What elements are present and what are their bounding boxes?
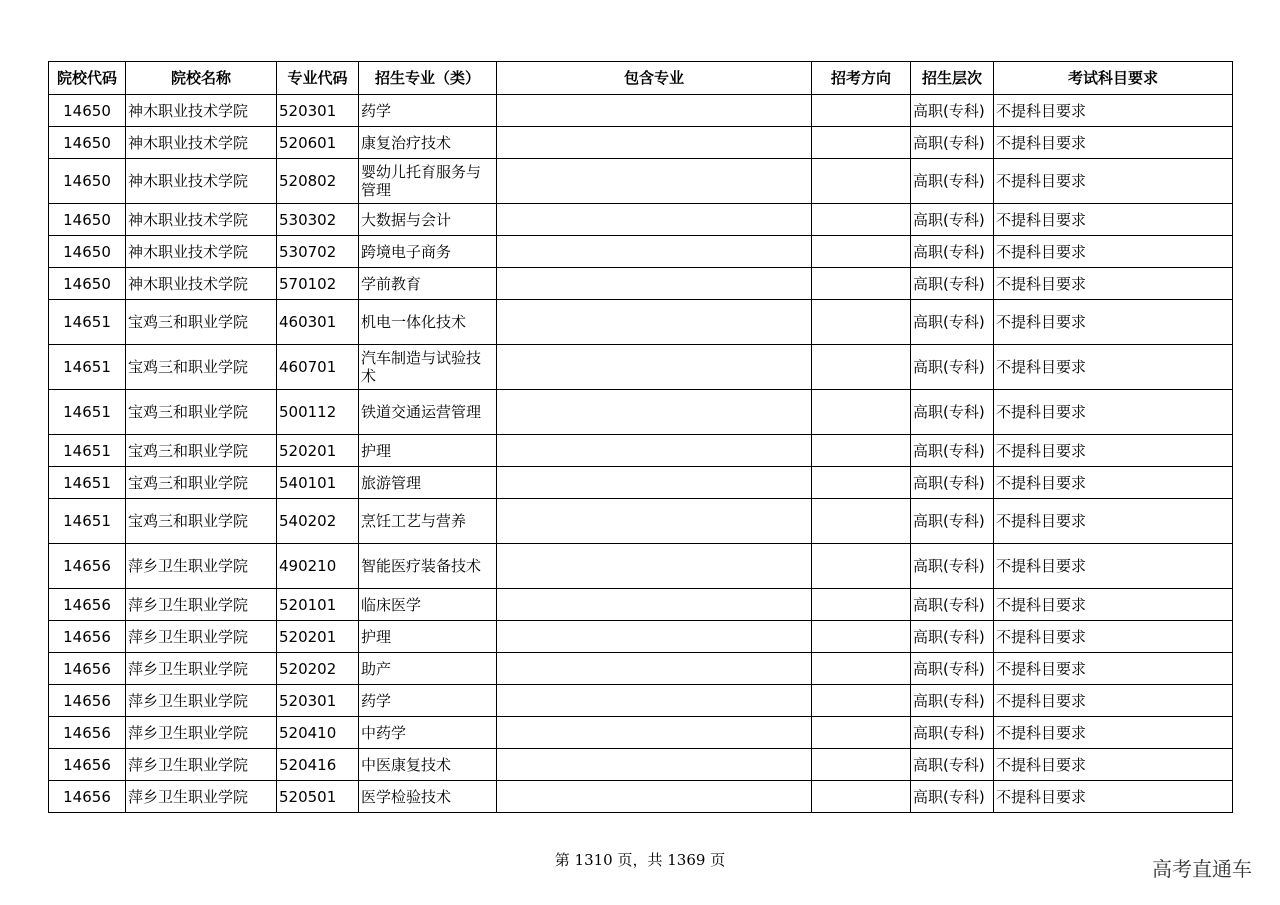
- school-name-cell: 神木职业技术学院: [126, 236, 277, 268]
- direction-cell: [812, 653, 911, 685]
- subject-requirement-cell: 不提科目要求: [994, 268, 1233, 300]
- level-cell: 高职(专科): [911, 781, 994, 813]
- school-name-cell: 宝鸡三和职业学院: [126, 467, 277, 499]
- major-name-cell: 跨境电子商务: [359, 236, 497, 268]
- level-cell: 高职(专科): [911, 621, 994, 653]
- level-cell: 高职(专科): [911, 300, 994, 345]
- table-row: [49, 268, 1233, 300]
- direction-cell: [812, 300, 911, 345]
- school-name-cell: 神木职业技术学院: [126, 95, 277, 127]
- included-majors-cell: [497, 268, 812, 300]
- school-name-cell: 萍乡卫生职业学院: [126, 781, 277, 813]
- major-name-cell: 临床医学: [359, 589, 497, 621]
- major-code-cell: 520601: [277, 127, 359, 159]
- school-code-cell: 14650: [49, 204, 126, 236]
- column-header: 包含专业: [497, 62, 812, 95]
- major-name-cell: 机电一体化技术: [359, 300, 497, 345]
- school-code-cell: 14650: [49, 127, 126, 159]
- included-majors-cell: [497, 95, 812, 127]
- school-name-cell: 萍乡卫生职业学院: [126, 589, 277, 621]
- major-name-cell: 旅游管理: [359, 467, 497, 499]
- subject-requirement-cell: 不提科目要求: [994, 345, 1233, 390]
- table-row: [49, 589, 1233, 621]
- subject-requirement-cell: 不提科目要求: [994, 300, 1233, 345]
- school-code-cell: 14656: [49, 717, 126, 749]
- subject-requirement-cell: 不提科目要求: [994, 390, 1233, 435]
- major-code-cell: 520202: [277, 653, 359, 685]
- level-cell: 高职(专科): [911, 345, 994, 390]
- level-cell: 高职(专科): [911, 717, 994, 749]
- level-cell: 高职(专科): [911, 499, 994, 544]
- school-code-cell: 14651: [49, 390, 126, 435]
- included-majors-cell: [497, 717, 812, 749]
- direction-cell: [812, 435, 911, 467]
- major-name-cell: 婴幼儿托育服务与管理: [359, 159, 497, 204]
- major-code-cell: 520101: [277, 589, 359, 621]
- table-row: [49, 127, 1233, 159]
- level-cell: 高职(专科): [911, 749, 994, 781]
- level-cell: 高职(专科): [911, 685, 994, 717]
- level-cell: 高职(专科): [911, 589, 994, 621]
- direction-cell: [812, 390, 911, 435]
- direction-cell: [812, 467, 911, 499]
- included-majors-cell: [497, 159, 812, 204]
- major-name-cell: 烹饪工艺与营养: [359, 499, 497, 544]
- table-row: [49, 717, 1233, 749]
- school-name-cell: 宝鸡三和职业学院: [126, 435, 277, 467]
- included-majors-cell: [497, 300, 812, 345]
- table-row: [49, 300, 1233, 345]
- column-header: 招生专业（类）: [359, 62, 497, 95]
- major-name-cell: 大数据与会计: [359, 204, 497, 236]
- table-row: [49, 621, 1233, 653]
- direction-cell: [812, 345, 911, 390]
- major-name-cell: 康复治疗技术: [359, 127, 497, 159]
- included-majors-cell: [497, 781, 812, 813]
- level-cell: 高职(专科): [911, 127, 994, 159]
- major-code-cell: 530702: [277, 236, 359, 268]
- major-name-cell: 智能医疗装备技术: [359, 544, 497, 589]
- direction-cell: [812, 236, 911, 268]
- included-majors-cell: [497, 345, 812, 390]
- school-code-cell: 14650: [49, 268, 126, 300]
- included-majors-cell: [497, 499, 812, 544]
- major-code-cell: 490210: [277, 544, 359, 589]
- major-code-cell: 520301: [277, 95, 359, 127]
- school-code-cell: 14650: [49, 95, 126, 127]
- table-row: [49, 345, 1233, 390]
- school-code-cell: 14651: [49, 499, 126, 544]
- major-name-cell: 护理: [359, 435, 497, 467]
- school-name-cell: 宝鸡三和职业学院: [126, 390, 277, 435]
- major-name-cell: 汽车制造与试验技术: [359, 345, 497, 390]
- table-row: [49, 204, 1233, 236]
- table-row: [49, 781, 1233, 813]
- subject-requirement-cell: 不提科目要求: [994, 544, 1233, 589]
- included-majors-cell: [497, 390, 812, 435]
- school-name-cell: 萍乡卫生职业学院: [126, 749, 277, 781]
- subject-requirement-cell: 不提科目要求: [994, 653, 1233, 685]
- subject-requirement-cell: 不提科目要求: [994, 159, 1233, 204]
- table-row: [49, 435, 1233, 467]
- direction-cell: [812, 127, 911, 159]
- included-majors-cell: [497, 236, 812, 268]
- table-row: [49, 499, 1233, 544]
- included-majors-cell: [497, 435, 812, 467]
- column-header: 招生层次: [911, 62, 994, 95]
- column-header: 专业代码: [277, 62, 359, 95]
- column-header: 招考方向: [812, 62, 911, 95]
- level-cell: 高职(专科): [911, 159, 994, 204]
- major-name-cell: 中医康复技术: [359, 749, 497, 781]
- direction-cell: [812, 95, 911, 127]
- level-cell: 高职(专科): [911, 467, 994, 499]
- major-code-cell: 520201: [277, 621, 359, 653]
- major-code-cell: 520201: [277, 435, 359, 467]
- school-code-cell: 14650: [49, 159, 126, 204]
- subject-requirement-cell: 不提科目要求: [994, 781, 1233, 813]
- school-name-cell: 神木职业技术学院: [126, 159, 277, 204]
- subject-requirement-cell: 不提科目要求: [994, 589, 1233, 621]
- table-row: [49, 544, 1233, 589]
- school-code-cell: 14656: [49, 749, 126, 781]
- direction-cell: [812, 717, 911, 749]
- table-row: [49, 159, 1233, 204]
- school-code-cell: 14656: [49, 781, 126, 813]
- direction-cell: [812, 268, 911, 300]
- included-majors-cell: [497, 127, 812, 159]
- table-row: [49, 653, 1233, 685]
- table-row: [49, 749, 1233, 781]
- subject-requirement-cell: 不提科目要求: [994, 749, 1233, 781]
- school-name-cell: 宝鸡三和职业学院: [126, 499, 277, 544]
- major-code-cell: 530302: [277, 204, 359, 236]
- included-majors-cell: [497, 467, 812, 499]
- major-name-cell: 铁道交通运营管理: [359, 390, 497, 435]
- school-name-cell: 萍乡卫生职业学院: [126, 653, 277, 685]
- major-code-cell: 520416: [277, 749, 359, 781]
- level-cell: 高职(专科): [911, 435, 994, 467]
- school-name-cell: 萍乡卫生职业学院: [126, 544, 277, 589]
- major-code-cell: 520410: [277, 717, 359, 749]
- major-name-cell: 助产: [359, 653, 497, 685]
- school-name-cell: 萍乡卫生职业学院: [126, 717, 277, 749]
- direction-cell: [812, 159, 911, 204]
- table-row: [49, 685, 1233, 717]
- included-majors-cell: [497, 204, 812, 236]
- direction-cell: [812, 749, 911, 781]
- direction-cell: [812, 204, 911, 236]
- column-header: 考试科目要求: [994, 62, 1233, 95]
- subject-requirement-cell: 不提科目要求: [994, 95, 1233, 127]
- level-cell: 高职(专科): [911, 544, 994, 589]
- major-name-cell: 中药学: [359, 717, 497, 749]
- column-header: 院校名称: [126, 62, 277, 95]
- direction-cell: [812, 621, 911, 653]
- major-name-cell: 药学: [359, 95, 497, 127]
- included-majors-cell: [497, 685, 812, 717]
- subject-requirement-cell: 不提科目要求: [994, 127, 1233, 159]
- direction-cell: [812, 685, 911, 717]
- major-code-cell: 460301: [277, 300, 359, 345]
- level-cell: 高职(专科): [911, 390, 994, 435]
- direction-cell: [812, 589, 911, 621]
- table-row: [49, 390, 1233, 435]
- column-header: 院校代码: [49, 62, 126, 95]
- included-majors-cell: [497, 589, 812, 621]
- subject-requirement-cell: 不提科目要求: [994, 685, 1233, 717]
- school-name-cell: 神木职业技术学院: [126, 204, 277, 236]
- admissions-table: [48, 61, 1233, 813]
- subject-requirement-cell: 不提科目要求: [994, 621, 1233, 653]
- school-code-cell: 14651: [49, 435, 126, 467]
- table-row: [49, 95, 1233, 127]
- subject-requirement-cell: 不提科目要求: [994, 467, 1233, 499]
- school-name-cell: 神木职业技术学院: [126, 127, 277, 159]
- included-majors-cell: [497, 621, 812, 653]
- subject-requirement-cell: 不提科目要求: [994, 499, 1233, 544]
- level-cell: 高职(专科): [911, 653, 994, 685]
- school-code-cell: 14656: [49, 685, 126, 717]
- table-row: [49, 467, 1233, 499]
- major-code-cell: 520501: [277, 781, 359, 813]
- direction-cell: [812, 544, 911, 589]
- major-code-cell: 540101: [277, 467, 359, 499]
- included-majors-cell: [497, 653, 812, 685]
- major-name-cell: 药学: [359, 685, 497, 717]
- major-code-cell: 540202: [277, 499, 359, 544]
- major-code-cell: 570102: [277, 268, 359, 300]
- major-code-cell: 500112: [277, 390, 359, 435]
- school-code-cell: 14656: [49, 544, 126, 589]
- school-name-cell: 萍乡卫生职业学院: [126, 621, 277, 653]
- level-cell: 高职(专科): [911, 268, 994, 300]
- subject-requirement-cell: 不提科目要求: [994, 717, 1233, 749]
- watermark-text: 高考直通车: [1152, 857, 1252, 881]
- school-name-cell: 宝鸡三和职业学院: [126, 345, 277, 390]
- school-code-cell: 14656: [49, 589, 126, 621]
- school-name-cell: 萍乡卫生职业学院: [126, 685, 277, 717]
- subject-requirement-cell: 不提科目要求: [994, 204, 1233, 236]
- school-code-cell: 14651: [49, 300, 126, 345]
- page-number: 第 1310 页，共 1369 页: [554, 851, 726, 869]
- included-majors-cell: [497, 544, 812, 589]
- school-name-cell: 神木职业技术学院: [126, 268, 277, 300]
- major-code-cell: 520802: [277, 159, 359, 204]
- direction-cell: [812, 781, 911, 813]
- level-cell: 高职(专科): [911, 204, 994, 236]
- school-name-cell: 宝鸡三和职业学院: [126, 300, 277, 345]
- level-cell: 高职(专科): [911, 95, 994, 127]
- major-name-cell: 护理: [359, 621, 497, 653]
- school-code-cell: 14650: [49, 236, 126, 268]
- subject-requirement-cell: 不提科目要求: [994, 236, 1233, 268]
- subject-requirement-cell: 不提科目要求: [994, 435, 1233, 467]
- table-header-row: [49, 62, 1233, 95]
- major-name-cell: 医学检验技术: [359, 781, 497, 813]
- major-name-cell: 学前教育: [359, 268, 497, 300]
- major-code-cell: 460701: [277, 345, 359, 390]
- table-row: [49, 236, 1233, 268]
- school-code-cell: 14651: [49, 467, 126, 499]
- school-code-cell: 14656: [49, 621, 126, 653]
- major-code-cell: 520301: [277, 685, 359, 717]
- direction-cell: [812, 499, 911, 544]
- level-cell: 高职(专科): [911, 236, 994, 268]
- school-code-cell: 14656: [49, 653, 126, 685]
- included-majors-cell: [497, 749, 812, 781]
- school-code-cell: 14651: [49, 345, 126, 390]
